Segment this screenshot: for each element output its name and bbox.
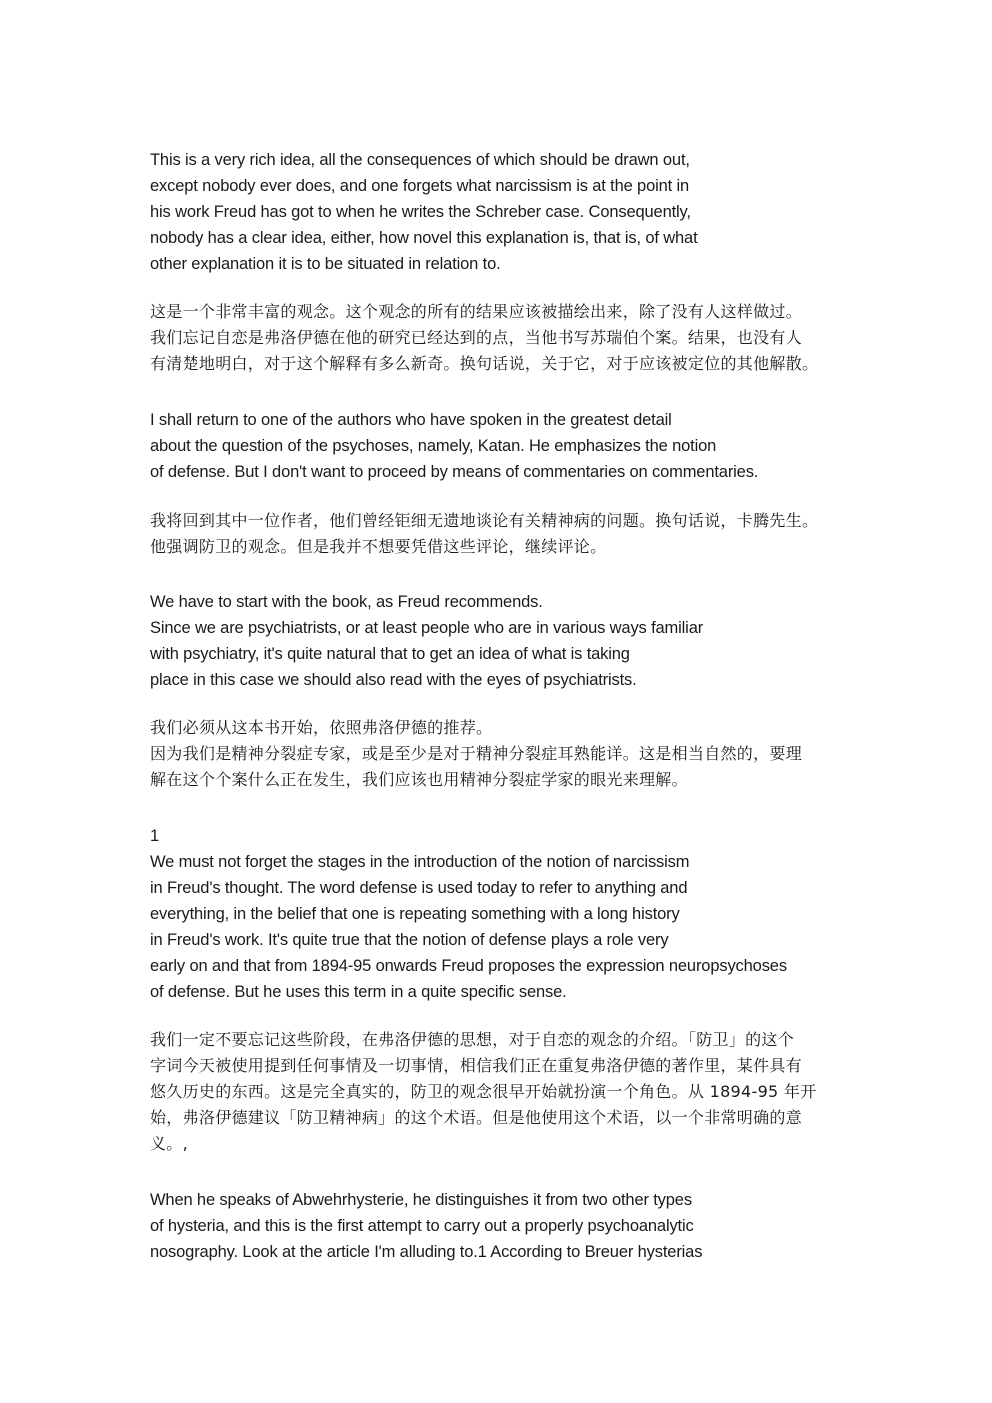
text-line: 悠久历史的东西。这是完全真实的，防卫的观念很早开始就扮演一个角色。从 1894-95 年开 [150,1082,817,1101]
paragraph-zh-1 [150,299,850,377]
paragraph-zh-4 [150,1027,850,1157]
paragraph-en-5 [150,1187,850,1265]
text-line: We have to start with the book, as Freud recommends. [150,593,543,611]
text-line: 字词今天被使用提到任何事情及一切事情，相信我们正在重复弗洛伊德的著作里，某件具有 [150,1056,803,1075]
paragraph-en-4 [150,823,850,1005]
text-line: 他强调防卫的观念。但是我并不想要凭借这些评论，继续评论。 [150,537,607,556]
text-line: in Freud's work. It's quite true that the notion of defense plays a role very [150,931,669,949]
section-number: 1 [150,827,160,845]
text-line: about the question of the psychoses, namely, Katan. He emphasizes the notion [150,437,717,455]
text-line: I shall return to one of the authors who have spoken in the greatest detail [150,411,672,429]
text-line: This is a very rich idea, all the consequences of which should be drawn out, [150,151,690,169]
text-line: of defense. But I don't want to proceed by means of commentaries on commentaries. [150,463,759,481]
text-line: Since we are psychiatrists, or at least people who are in various ways familiar [150,619,704,637]
paragraph-en-2 [150,407,850,485]
text-line: 义。, [150,1134,188,1153]
text-line: 我将回到其中一位作者，他们曾经钜细无遗地谈论有关精神病的问题。换句话说，卡腾先生。 [150,511,819,530]
text-line: We must not forget the stages in the introduction of the notion of narcissism [150,853,690,871]
text-line: his work Freud has got to when he writes the Schreber case. Consequently, [150,203,691,221]
text-line: 我们一定不要忘记这些阶段，在弗洛伊德的思想，对于自恋的观念的介绍。「防卫」的这个 [150,1030,795,1049]
text-line: with psychiatry, it's quite natural that to get an idea of what is taking [150,645,630,663]
text-line: of hysteria, and this is the first attempt to carry out a properly psychoanalytic [150,1217,694,1235]
text-line: 这是一个非常丰富的观念。这个观念的所有的结果应该被描绘出来，除了没有人这样做过。 [150,302,803,321]
text-line: everything, in the belief that one is repeating something with a long history [150,905,680,923]
text-line: When he speaks of Abwehrhysterie, he distinguishes it from two other types [150,1191,692,1209]
text-line: except nobody ever does, and one forgets what narcissism is at the point in [150,177,690,195]
text-line: nobody has a clear idea, either, how novel this explanation is, that is, of what [150,229,698,247]
text-line: 始，弗洛伊德建议「防卫精神病」的这个术语。但是他使用这个术语，以一个非常明确的意 [150,1108,803,1127]
text-line: 有清楚地明白，对于这个解释有多么新奇。换句话说，关于它，对于应该被定位的其他解散。 [150,354,819,373]
text-line: 我们忘记自恋是弗洛伊德在他的研究已经达到的点，当他书写苏瑞伯个案。结果，也没有人 [150,328,803,347]
text-line: early on and that from 1894-95 onwards Freud proposes the expression neuropsychoses [150,957,787,975]
paragraph-zh-2 [150,508,850,560]
text-line: in Freud's thought. The word defense is used today to refer to anything and [150,879,688,897]
paragraph-en-1 [150,147,850,277]
text-line: 因为我们是精神分裂症专家，或是至少是对于精神分裂症耳熟能详。这是相当自然的，要理 [150,744,803,763]
text-line: 解在这个个案什么正在发生，我们应该也用精神分裂症学家的眼光来理解。 [150,770,688,789]
text-line: 我们必须从这本书开始，依照弗洛伊德的推荐。 [150,718,493,737]
paragraph-zh-3 [150,715,850,793]
text-line: place in this case we should also read with the eyes of psychiatrists. [150,671,637,689]
text-line: other explanation it is to be situated in relation to. [150,255,501,273]
text-line: of defense. But he uses this term in a quite specific sense. [150,983,567,1001]
paragraph-en-3 [150,589,850,693]
text-line: nosography. Look at the article I'm alluding to.1 According to Breuer hysterias [150,1243,703,1261]
